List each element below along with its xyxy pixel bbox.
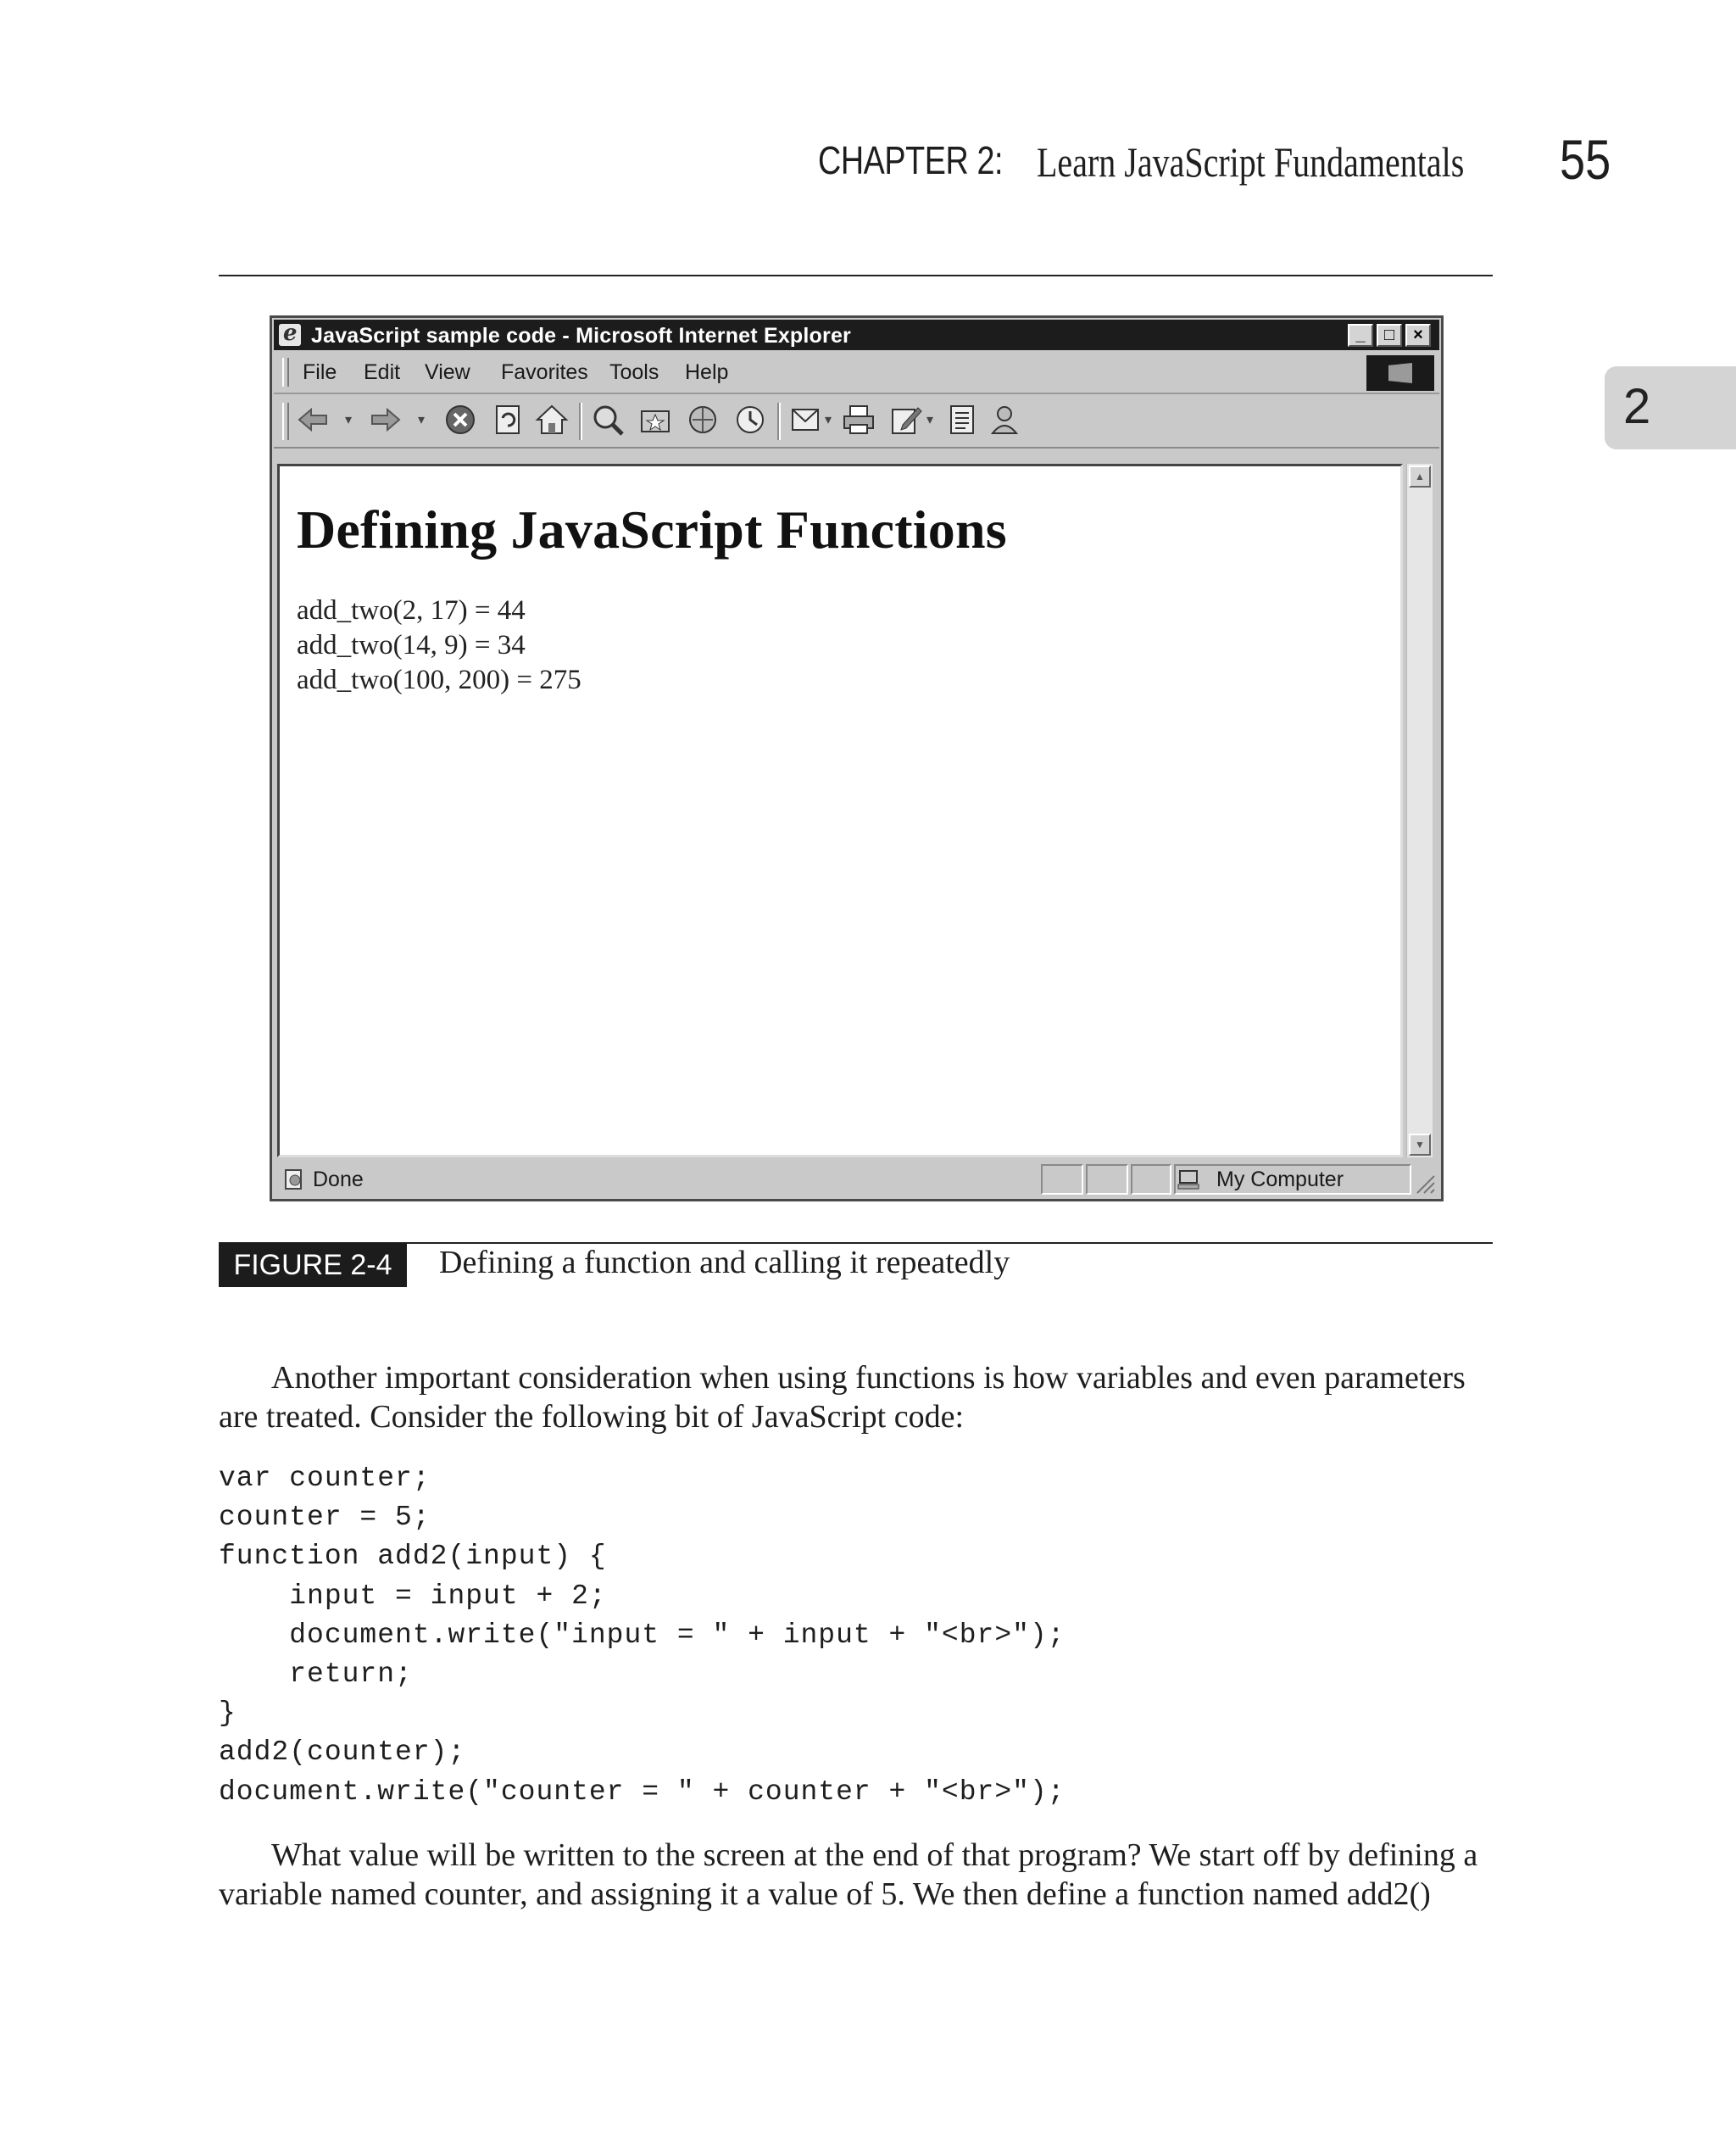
chapter-title: Learn JavaScript Fundamentals	[1037, 138, 1465, 186]
page-heading: Defining JavaScript Functions	[297, 499, 1007, 560]
zone-text: My Computer	[1216, 1168, 1344, 1191]
toolbar-separator	[777, 403, 781, 440]
scroll-up-button[interactable]: ▲	[1409, 465, 1431, 488]
edit-dropdown-icon[interactable]: ▾	[926, 413, 934, 427]
toolbar	[274, 394, 1439, 449]
toolbar-separator	[579, 403, 582, 440]
status-pane	[1041, 1164, 1083, 1195]
menu-help[interactable]: Help	[685, 360, 729, 384]
status-pane	[1086, 1164, 1128, 1195]
code-line: document.write("counter = " + counter + "<br>");	[219, 1775, 1066, 1808]
window-titlebar	[274, 320, 1439, 350]
menu-tools[interactable]: Tools	[609, 360, 659, 384]
close-button[interactable]: ×	[1405, 324, 1431, 347]
browser-window	[270, 315, 1444, 1201]
refresh-icon[interactable]	[489, 401, 526, 438]
code-line: return;	[219, 1658, 413, 1691]
mail-icon[interactable]	[787, 401, 825, 438]
code-line: }	[219, 1697, 236, 1730]
menu-edit[interactable]: Edit	[364, 360, 401, 384]
menu-bar	[274, 352, 1439, 394]
figure-label: FIGURE 2-4	[219, 1243, 407, 1287]
menu-view[interactable]: View	[425, 360, 470, 384]
messenger-icon[interactable]	[986, 401, 1023, 438]
code-listing	[219, 1459, 1066, 1812]
code-line: document.write("input = " + input + "<br>");	[219, 1619, 1066, 1651]
code-line: add2(counter);	[219, 1736, 466, 1769]
windows-logo-icon	[1366, 355, 1434, 391]
ie-app-icon	[279, 324, 301, 346]
favorites-icon[interactable]	[637, 401, 674, 438]
paragraph-text: Another important consideration when using functions is how variables and even parameters are treated. Consider the following bit of JavaScript code:	[219, 1360, 1466, 1435]
history-icon[interactable]	[732, 401, 769, 438]
paragraph-text: What value will be written to the screen at the end of that program? We start off by defining a variable named counter, and assigning it a value of 5. We then define a function named add2()	[219, 1837, 1478, 1912]
print-icon[interactable]	[840, 401, 877, 438]
status-bar	[274, 1161, 1439, 1198]
chapter-label: CHAPTER 2:	[818, 138, 1004, 182]
toolbar-grip	[282, 403, 289, 440]
window-title: JavaScript sample code - Microsoft Internet Explorer	[311, 324, 851, 348]
chapter-tab-number: 2	[1623, 379, 1651, 434]
status-pane	[1131, 1164, 1171, 1195]
figure-caption: Defining a function and calling it repeatedly	[439, 1245, 1010, 1280]
discuss-icon[interactable]	[943, 401, 981, 438]
status-text: Done	[313, 1168, 364, 1191]
home-icon[interactable]	[533, 401, 570, 438]
my-computer-icon	[1177, 1168, 1200, 1191]
edit-icon[interactable]	[887, 401, 925, 438]
code-line: function add2(input) {	[219, 1541, 607, 1573]
forward-icon[interactable]	[367, 401, 404, 438]
back-dropdown-icon[interactable]: ▾	[345, 413, 353, 427]
code-line: var counter;	[219, 1463, 431, 1494]
output-line: add_two(2, 17) = 44	[297, 595, 526, 626]
page-content	[277, 464, 1403, 1157]
forward-dropdown-icon[interactable]: ▾	[418, 413, 426, 427]
menu-file[interactable]: File	[303, 360, 337, 384]
scroll-down-button[interactable]: ▼	[1409, 1134, 1431, 1156]
media-icon[interactable]	[684, 401, 721, 438]
code-line: counter = 5;	[219, 1502, 431, 1534]
chapter-thumb-tab	[1605, 366, 1736, 449]
mail-dropdown-icon[interactable]: ▾	[825, 413, 832, 427]
menu-favorites[interactable]: Favorites	[501, 360, 588, 384]
output-lines	[297, 594, 581, 698]
maximize-button[interactable]: □	[1377, 324, 1402, 347]
menubar-grip	[282, 358, 289, 387]
back-icon[interactable]	[294, 401, 331, 438]
body-paragraph	[219, 1836, 1494, 1914]
body-paragraph	[219, 1358, 1494, 1436]
running-header	[818, 127, 1700, 195]
vertical-scrollbar[interactable]	[1406, 464, 1433, 1157]
header-rule	[219, 275, 1493, 276]
output-line: add_two(100, 200) = 275	[297, 665, 581, 695]
stop-icon[interactable]	[442, 401, 479, 438]
page-done-icon	[282, 1168, 306, 1191]
page-number: 55	[1560, 128, 1611, 191]
minimize-button[interactable]: _	[1348, 324, 1373, 347]
search-icon[interactable]	[589, 401, 626, 438]
output-line: add_two(14, 9) = 34	[297, 630, 526, 661]
code-line: input = input + 2;	[219, 1580, 607, 1612]
resize-grip-icon[interactable]	[1414, 1173, 1436, 1195]
